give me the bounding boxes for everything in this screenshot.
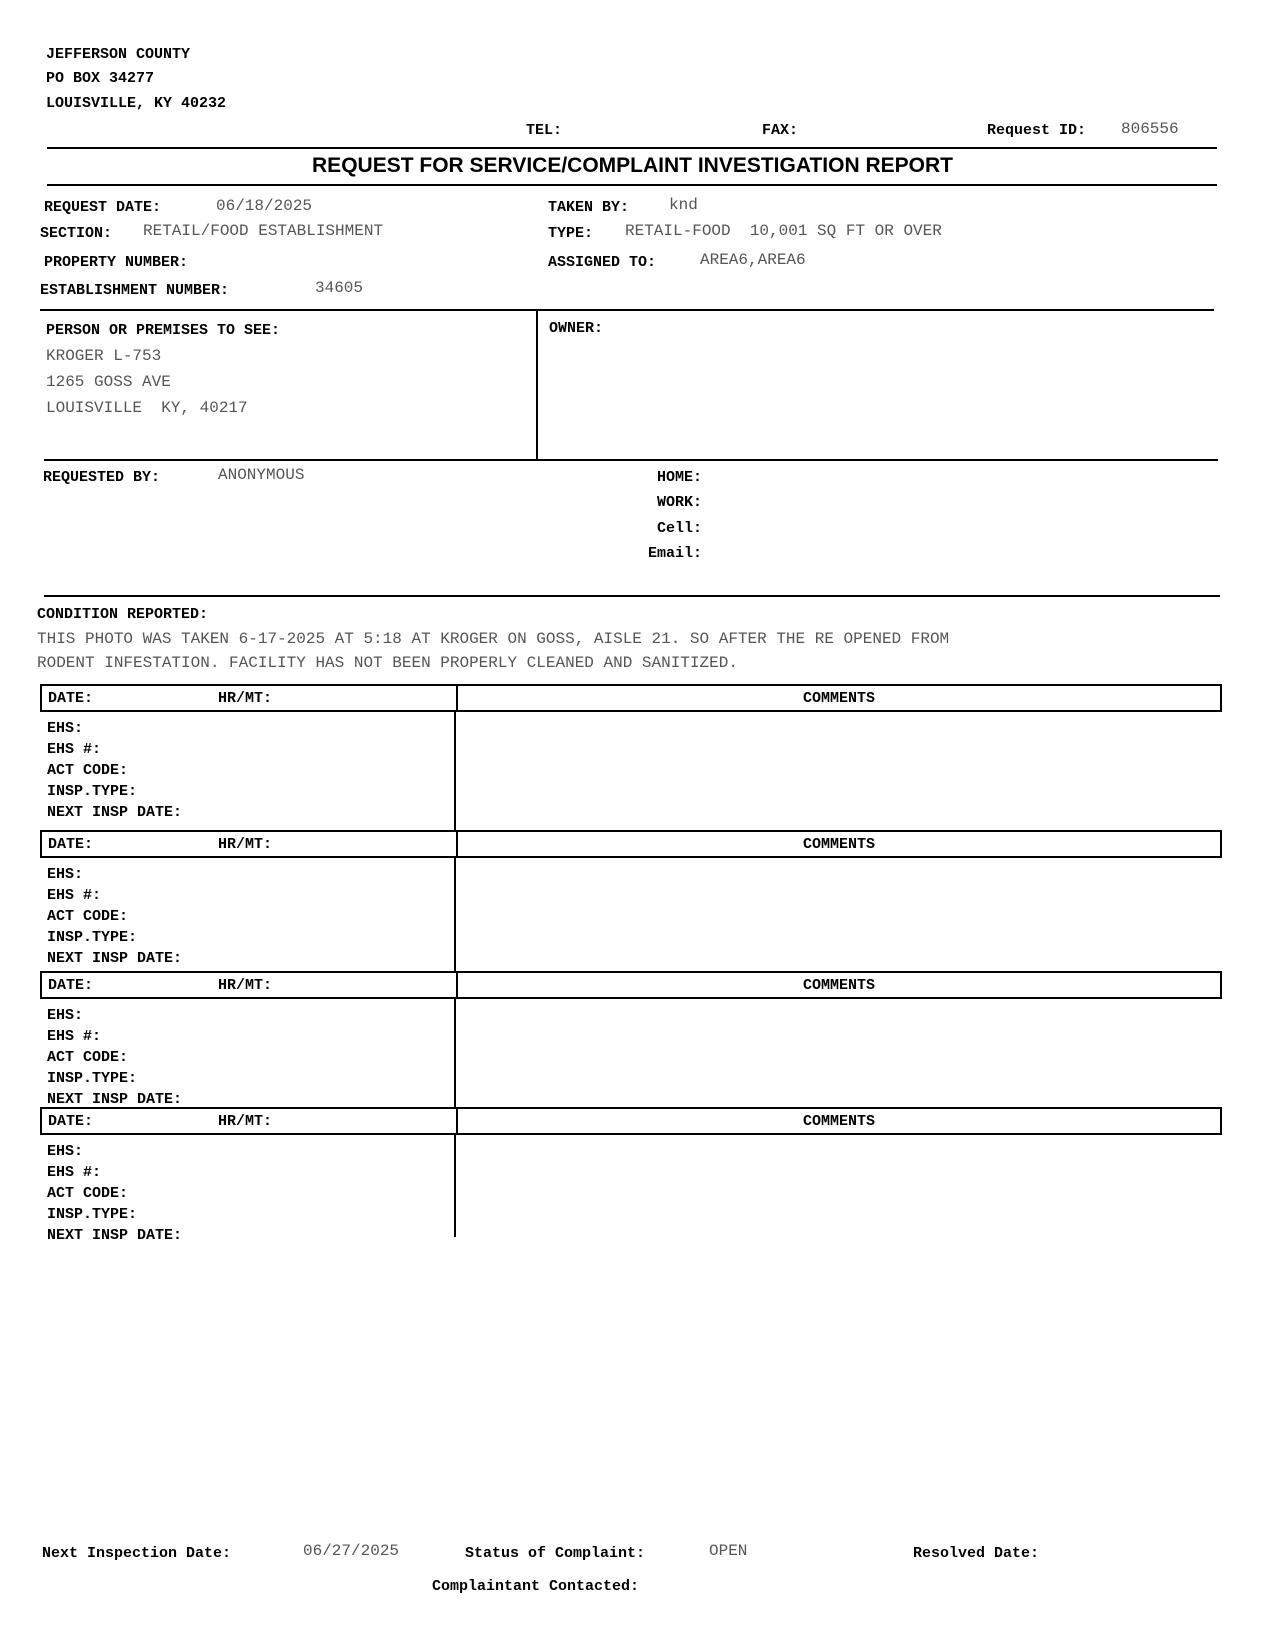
next-insp-date-label: NEXT INSP DATE: [47,804,183,821]
establishment-number-value: 34605 [315,279,364,297]
inspection-header [40,830,1222,858]
comments-label: COMMENTS [802,977,875,994]
hrmt-label: HR/MT: [218,1113,273,1130]
ehs-label: EHS: [47,720,84,737]
section-value: RETAIL/FOOD ESTABLISHMENT [143,222,384,240]
condition-line1: THIS PHOTO WAS TAKEN 6-17-2025 AT 5:18 AT KROGER ON GOSS, AISLE 21. SO AFTER THE RE OPENED FROM [37,630,950,648]
ehs-number-label: EHS #: [47,1028,102,1045]
details-comments-divider [454,711,456,830]
complainant-contacted-label: Complaintant Contacted: [432,1578,640,1595]
date-label: DATE: [48,1113,94,1130]
inspection-details [47,718,182,823]
details-comments-divider [454,1134,456,1237]
details-comments-divider [454,857,456,971]
date-label: DATE: [48,836,94,853]
date-label: DATE: [48,690,94,707]
tel-label: TEL: [526,122,563,139]
comments-label: COMMENTS [802,690,875,707]
next-insp-date-label: NEXT INSP DATE: [47,950,183,967]
assigned-to-label: ASSIGNED TO: [548,254,657,271]
org-address-line2: LOUISVILLE, KY 40232 [46,95,227,112]
type-label: TYPE: [548,225,594,242]
assigned-to-value: AREA6,AREA6 [700,251,806,269]
request-id-value: 806556 [1121,120,1179,138]
premises-label: PERSON OR PREMISES TO SEE: [46,322,281,339]
premises-line3: LOUISVILLE KY, 40217 [46,399,248,417]
premises-owner-divider [536,310,538,460]
premises-line2: 1265 GOSS AVE [46,373,171,391]
request-date-label: REQUEST DATE: [44,199,162,216]
ehs-label: EHS: [47,1143,84,1160]
home-phone-label: HOME: [656,469,702,486]
next-insp-date-label: NEXT INSP DATE: [47,1091,183,1108]
next-inspection-date-value: 06/27/2025 [303,1542,400,1560]
ehs-number-label: EHS #: [47,741,102,758]
email-label: Email: [647,545,702,562]
info-bottom-rule [40,309,1214,311]
act-code-label: ACT CODE: [47,1049,129,1066]
requested-by-label: REQUESTED BY: [43,469,161,486]
title-bottom-rule [47,184,1217,186]
section-label: SECTION: [40,225,113,242]
premises-bottom-rule [44,459,1218,461]
insp-type-label: INSP.TYPE: [47,783,138,800]
requested-by-value: ANONYMOUS [218,466,305,484]
org-name: JEFFERSON COUNTY [46,46,191,63]
hrmt-label: HR/MT: [218,977,273,994]
taken-by-value: knd [669,196,698,214]
hrmt-label: HR/MT: [218,836,273,853]
fax-label: FAX: [762,122,799,139]
inspection-header [40,684,1222,712]
resolved-date-label: Resolved Date: [913,1545,1040,1562]
inspection-header [40,1107,1222,1135]
condition-label: CONDITION REPORTED: [37,606,209,623]
premises-line1: KROGER L-753 [46,347,162,365]
next-insp-date-label: NEXT INSP DATE: [47,1227,183,1244]
type-value: RETAIL-FOOD 10,001 SQ FT OR OVER [625,222,942,240]
ehs-number-label: EHS #: [47,887,102,904]
page-title: REQUEST FOR SERVICE/COMPLAINT INVESTIGATION REPORT [312,154,953,177]
ehs-number-label: EHS #: [47,1164,102,1181]
ehs-label: EHS: [47,866,84,883]
request-date-value: 06/18/2025 [216,197,313,215]
status-label: Status of Complaint: [465,1545,646,1562]
property-number-label: PROPERTY NUMBER: [44,254,189,271]
establishment-number-label: ESTABLISHMENT NUMBER: [40,282,230,299]
inspection-details [47,1005,182,1110]
condition-line2: RODENT INFESTATION. FACILITY HAS NOT BEEN PROPERLY CLEANED AND SANITIZED. [37,654,738,672]
status-value: OPEN [709,1542,748,1560]
insp-type-label: INSP.TYPE: [47,1206,138,1223]
title-top-rule [47,147,1217,149]
inspection-header [40,971,1222,999]
work-phone-label: WORK: [656,494,702,511]
act-code-label: ACT CODE: [47,762,129,779]
ehs-label: EHS: [47,1007,84,1024]
org-address-line1: PO BOX 34277 [46,70,155,87]
cell-phone-label: Cell: [656,520,702,537]
requester-bottom-rule [44,595,1220,597]
details-comments-divider [454,998,456,1107]
comments-label: COMMENTS [802,1113,875,1130]
next-inspection-date-label: Next Inspection Date: [42,1545,232,1562]
owner-label: OWNER: [549,320,604,337]
request-id-label: Request ID: [987,122,1087,139]
insp-type-label: INSP.TYPE: [47,1070,138,1087]
taken-by-label: TAKEN BY: [548,199,630,216]
date-label: DATE: [48,977,94,994]
act-code-label: ACT CODE: [47,908,129,925]
comments-label: COMMENTS [802,836,875,853]
inspection-details [47,1141,182,1246]
act-code-label: ACT CODE: [47,1185,129,1202]
inspection-details [47,864,182,969]
insp-type-label: INSP.TYPE: [47,929,138,946]
hrmt-label: HR/MT: [218,690,273,707]
